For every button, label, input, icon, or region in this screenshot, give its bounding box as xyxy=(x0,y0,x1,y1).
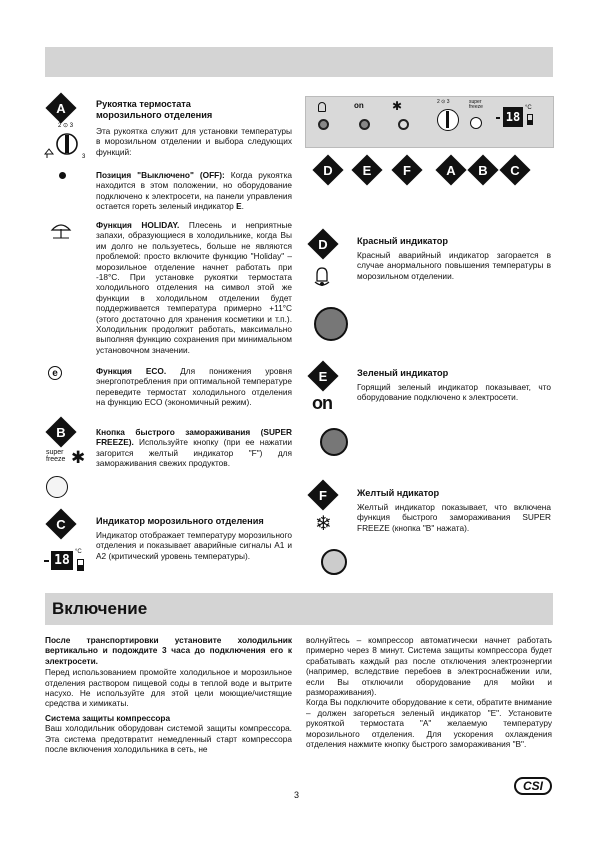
vkl-p3: волнуйтесь – компрессор автоматически начнет работать примерно через 8 минут. Система защиты компрессора будет срабатывать каждый раз после отключения электроэнергии (например, вследствие перебоев в электроснабжении или, если Вы отключили оборудование для мойки и размораживания). xyxy=(306,635,552,698)
vkl-p2: Ваш холодильник оборудован системой защиты компрессора. Эта система предотвратит немедленный старт компрессора после включения холодильника в сеть, не xyxy=(45,723,292,755)
panel-freeze-label: freeze xyxy=(469,104,483,110)
page-number: 3 xyxy=(294,790,300,800)
section-b-text: Используйте кнопку (при ее нажатии загорится желтый индикатор "F") для замораживания свежих продуктов. xyxy=(96,437,292,469)
alarm-icon xyxy=(313,266,331,290)
holiday-paragraph xyxy=(96,220,292,355)
off-text: Когда рукоятка находится в этом положении, но оборудование подключено к электросети, на панели управления остается гореть зеленый индикатор xyxy=(96,170,293,212)
vkl-heading: Включение xyxy=(52,599,148,618)
vkl-heading-bar xyxy=(45,593,553,625)
panel-on-label: on xyxy=(354,101,364,110)
green-indicator-led xyxy=(320,428,348,456)
panel-display-gauge xyxy=(527,114,533,125)
marker-a: A xyxy=(45,92,76,123)
panel-marker-f: F xyxy=(391,154,422,185)
panel-marker-c: C xyxy=(499,154,530,185)
vkl-intro: После транспортировки установите холодильник вертикально и подождите 3 часа до подключения его к электросети. xyxy=(45,635,292,666)
dial-ticks: 2 ⊙ 3 xyxy=(58,123,74,129)
off-indicator-ref: E xyxy=(236,201,242,212)
snowflake-indicator-icon: ❄ xyxy=(315,513,332,535)
display-unit: °C xyxy=(75,549,82,555)
off-paragraph: Позиция "Выключено" (OFF): Когда рукоятка находится в этом положении, но оборудование подключено к электросети, на панели управления остается гореть зеленый индикатор E. xyxy=(96,170,293,212)
red-indicator-led xyxy=(314,307,348,341)
header-bar xyxy=(45,47,553,77)
yellow-indicator-led xyxy=(321,549,347,575)
panel-marker-b: B xyxy=(467,154,498,185)
section-a-intro: Эта рукоятка служит для установки температуры в морозильном отделении и выбора следующих функций: xyxy=(96,126,292,157)
section-b-paragraph xyxy=(96,427,292,469)
panel-led-d xyxy=(318,119,329,130)
section-a-title: Рукоятка термостата морозильного отделения xyxy=(96,99,213,120)
vkl-p4: Когда Вы подключите оборудование к сети, обратите внимание – должен загореться зеленый индикатор "E". Установите рукояткой термостата "A" желаемую температуру морозильного отделения. Для ускорения охлаждения отделения нажмите кнопку быстрого замораживания "B". xyxy=(306,697,552,750)
panel-display-unit: °C xyxy=(525,105,532,111)
csi-logo: CSI xyxy=(514,777,552,795)
section-c-title: Индикатор морозильного отделения xyxy=(96,516,264,526)
off-label: Позиция "Выключено" (OFF): xyxy=(96,170,225,180)
vkl-p1: Перед использованием промойте холодильное и морозильное отделения раствором пищевой соды в теплой воде и вытрите насухо. Не используйте для этой цели моющие/чистящие средства и химикаты. xyxy=(45,667,292,709)
control-panel xyxy=(305,96,554,148)
off-bullet-icon xyxy=(59,172,66,179)
alarm-bell-icon xyxy=(318,102,326,112)
section-f-title: Желтый ндикатор xyxy=(357,488,440,498)
holiday-label: Функция HOLIDAY. xyxy=(96,220,180,230)
section-b-title: Кнопка быстрого замораживания (SUPER FREEZE). xyxy=(96,427,292,448)
marker-f: F xyxy=(307,479,338,510)
marker-b: B xyxy=(45,416,76,447)
display-digits: 18 xyxy=(51,551,73,570)
super-icon-text: super xyxy=(46,449,64,456)
panel-led-f xyxy=(398,119,409,130)
eco-label: Функция ECO. xyxy=(96,366,167,376)
section-c-text: Индикатор отображает температуру морозильного отделения и показывает аварийные сигналы A1 и A2 (критический уровень температуры). xyxy=(96,530,292,561)
vkl-subheading: Система защиты компрессора xyxy=(45,712,171,723)
holiday-text: Плесень и неприятные запахи, образующиеся в холодильнике, когда Вы им долго не пользуетесь, больше не являются проблемой: просто включите функцию "Holiday" – морозильное отделение начнет работать при -18°С. При установке рукоятки термостата холодильного отделения на символ этой же функции в холодильном отделении будет поддерживается температура примерно +11°С (этого достаточно для хранения косметики и т.п.). Холодильник продолжит работать, максимально выполняя функцию сохранения при минимальном установочном значении. xyxy=(96,220,293,355)
thermostat-dial-icon xyxy=(40,118,95,163)
section-d-text: Красный аварийный индикатор загорается в случае анормального повышения температуры в морозильном отделении. xyxy=(357,250,551,281)
freezer-display-icon xyxy=(44,549,88,575)
panel-marker-a: A xyxy=(435,154,466,185)
section-d-title: Красный индикатор xyxy=(357,236,449,246)
panel-dial-ticks: 2 ⊙ 3 xyxy=(437,99,450,105)
marker-c: C xyxy=(45,508,76,539)
panel-led-e xyxy=(359,119,370,130)
svg-text:3: 3 xyxy=(82,154,86,160)
freeze-icon-text: freeze xyxy=(46,456,66,463)
panel-display-digits: 18 xyxy=(503,107,523,127)
panel-super-label: super xyxy=(469,99,482,105)
panel-super-freeze-button[interactable] xyxy=(470,117,482,129)
eco-text: Для понижения уровня энергопотребления при оптимальной температуре переведите термостат холодильного отделения на функцию ECO (экономичный режим). xyxy=(96,366,292,408)
marker-d: D xyxy=(307,228,338,259)
section-e-text: Горящий зеленый индикатор показывает, что оборудование подключено к электросети. xyxy=(357,382,551,403)
marker-e: E xyxy=(307,360,338,391)
eco-icon: e xyxy=(48,366,62,380)
panel-snowflake-icon: ✱ xyxy=(392,99,403,113)
section-e-title: Зеленый индикатор xyxy=(357,368,449,378)
eco-paragraph xyxy=(96,366,292,408)
vkl-left-column xyxy=(45,635,292,754)
super-freeze-icon xyxy=(46,449,86,471)
panel-marker-e: E xyxy=(351,154,382,185)
panel-thermostat-dial[interactable] xyxy=(437,109,459,131)
vkl-right-column xyxy=(306,635,552,749)
panel-display-dash xyxy=(496,117,500,119)
section-f-text: Желтый индикатор показывает, что включена функция быстрого замораживания SUPER FREEZE (кнопка "B" нажата). xyxy=(357,502,551,533)
holiday-umbrella-icon xyxy=(50,222,72,240)
panel-marker-d: D xyxy=(312,154,343,185)
super-freeze-button[interactable] xyxy=(46,476,68,498)
snowflake-icon: ✱ xyxy=(71,448,86,467)
on-icon: on xyxy=(312,393,332,413)
